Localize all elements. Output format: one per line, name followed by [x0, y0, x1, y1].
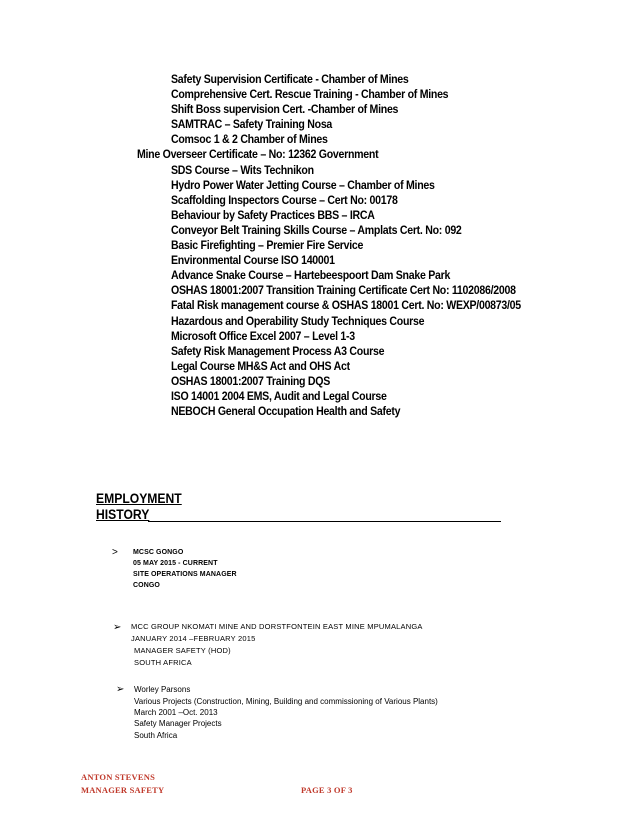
- job-dates: JANUARY 2014 –FEBRUARY 2015: [131, 634, 256, 643]
- certification-item: Fatal Risk management course & OSHAS 18001 Cert. No: WEXP/00873/05: [171, 300, 521, 313]
- job-company: MCC GROUP NKOMATI MINE AND DORSTFONTEIN EAST MINE MPUMALANGA: [131, 622, 423, 631]
- job-location: CONGO: [133, 582, 160, 589]
- certification-item: Safety Supervision Certificate - Chamber of Mines: [171, 74, 409, 86]
- certification-item: Environmental Course ISO 140001: [171, 255, 335, 268]
- job-description: Various Projects (Construction, Mining, Building and commissioning of Various Plants): [134, 697, 438, 706]
- certification-item: Behaviour by Safety Practices BBS – IRCA: [171, 209, 375, 222]
- certification-item: NEBOCH General Occupation Health and Safety: [171, 406, 401, 419]
- arrow-bullet-icon: >: [112, 547, 118, 558]
- job-dates: March 2001 –Oct. 2013: [134, 708, 218, 717]
- job-company: MCSC GONGO: [133, 549, 184, 556]
- job-title: Safety Manager Projects: [134, 719, 222, 728]
- certification-item: Comprehensive Cert. Rescue Training - Chamber of Mines: [171, 89, 449, 102]
- certification-item: Mine Overseer Certificate – No: 12362 Government: [136, 149, 379, 162]
- certification-item: SDS Course – Wits Technikon: [171, 164, 314, 177]
- arrow-bullet-icon: ➢: [113, 622, 122, 633]
- certification-item: ISO 14001 2004 EMS, Audit and Legal Course: [171, 390, 387, 403]
- certification-item: Advance Snake Course – Hartebeespoort Dam Snake Park: [171, 270, 451, 283]
- job-location: South Africa: [134, 731, 178, 740]
- job-title: MANAGER SAFETY (HOD): [134, 646, 231, 655]
- footer-page-number: PAGE 3 OF 3: [301, 785, 353, 795]
- job-title: SITE OPERATIONS MANAGER: [133, 571, 237, 578]
- certification-item: Conveyor Belt Training Skills Course – Amplats Cert. No: 092: [171, 224, 462, 237]
- arrow-bullet-icon: ➢: [116, 684, 125, 695]
- certification-item: SAMTRAC – Safety Training Nosa: [171, 119, 333, 132]
- certification-item: Microsoft Office Excel 2007 – Level 1-3: [171, 330, 355, 343]
- certification-item: OSHAS 18001:2007 Transition Training Certificate Cert No: 1102086/2008: [171, 285, 516, 298]
- certification-item: Basic Firefighting – Premier Fire Service: [171, 240, 364, 253]
- certification-item: Comsoc 1 & 2 Chamber of Mines: [171, 134, 328, 147]
- certifications-list: [136, 73, 576, 420]
- heading-underline-rule: [148, 521, 501, 522]
- employment-history-heading: [96, 491, 182, 523]
- certification-item: Hydro Power Water Jetting Course – Chamber of Mines: [171, 179, 435, 192]
- job-location: SOUTH AFRICA: [134, 658, 192, 667]
- certification-item: Safety Risk Management Process A3 Course: [171, 345, 385, 358]
- job-dates: 05 MAY 2015 - CURRENT: [133, 560, 218, 567]
- certification-item: Scaffolding Inspectors Course – Cert No: 00178: [171, 194, 398, 207]
- certification-item: Legal Course MH&S Act and OHS Act: [171, 360, 350, 373]
- certification-item: OSHAS 18001:2007 Training DQS: [171, 375, 331, 388]
- heading-line-2: HISTORY: [96, 507, 150, 522]
- job-company: Worley Parsons: [134, 685, 191, 694]
- heading-line-1: EMPLOYMENT: [96, 491, 182, 506]
- certification-item: Shift Boss supervision Cert. -Chamber of Mines: [171, 104, 399, 117]
- footer-job-title: MANAGER SAFETY: [81, 785, 165, 795]
- certification-item: Hazardous and Operability Study Techniques Course: [171, 315, 425, 328]
- footer-name: ANTON STEVENS: [81, 772, 156, 782]
